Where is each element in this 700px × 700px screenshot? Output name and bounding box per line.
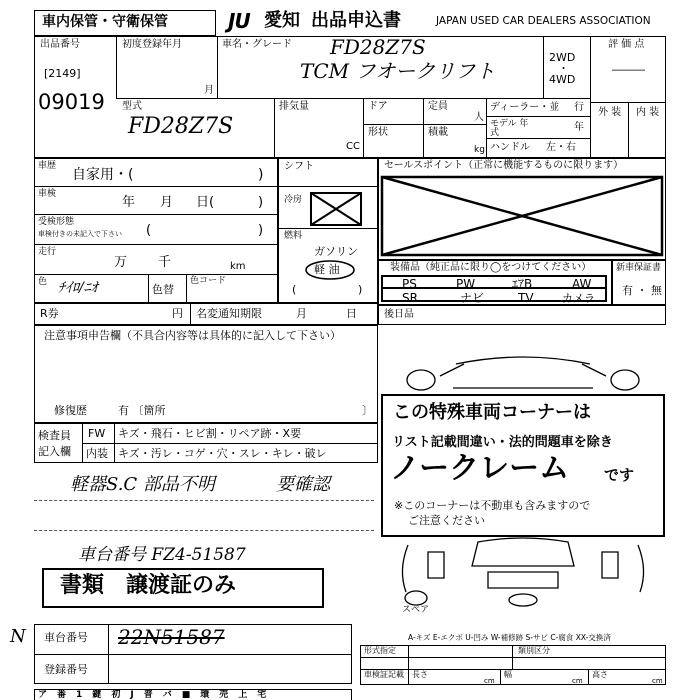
divider <box>543 36 544 98</box>
inspector-label-bottom: 記入欄 <box>38 445 71 458</box>
footer-item: ア <box>38 690 48 700</box>
footer-items <box>38 690 352 700</box>
use-label: 車歴 <box>38 161 57 171</box>
writing-line <box>34 530 374 531</box>
divider <box>82 443 378 444</box>
repair-close: 〕 <box>362 404 373 417</box>
length-label: 長さ <box>412 670 428 679</box>
ju-logo: JU <box>228 9 250 33</box>
drive-dot: ・ <box>558 62 569 75</box>
org-name: 愛知 <box>264 10 300 31</box>
footer-item: 普 <box>143 690 153 700</box>
model-code-label: 型式 <box>122 101 142 112</box>
width-label: 幅 <box>504 670 512 679</box>
equipment-airbag: ｴｱB <box>512 277 533 291</box>
inspection-month: 月 <box>160 195 174 210</box>
handwritten-note-2: 車台番号 FZ4-51587 <box>78 545 246 565</box>
warranty-options: 有 ・ 無 <box>622 284 662 297</box>
mileage-label: 走行 <box>38 247 57 257</box>
equipment-tv: TV <box>518 291 534 305</box>
divider <box>217 36 218 98</box>
inspection-label: 車検 <box>38 189 57 199</box>
notice-line-3: ノークレーム <box>390 451 570 486</box>
divider <box>628 102 629 158</box>
fuel-gasoline: ガソリン <box>314 245 358 258</box>
mileage-unit: km <box>230 261 246 272</box>
receipt-open: ( <box>146 223 152 238</box>
divider <box>588 669 589 685</box>
model-year-label: モデル 年式 <box>490 119 529 138</box>
divider <box>486 116 590 117</box>
footer-item: ■ <box>181 690 191 700</box>
divider <box>82 423 83 463</box>
capacity-label: 定員 <box>428 101 448 112</box>
divider <box>190 303 191 325</box>
length-cm: cm <box>484 677 495 685</box>
divider <box>34 214 278 215</box>
receipt-close: ) <box>258 223 264 238</box>
color-change-label: 色替 <box>152 283 174 296</box>
recycle-label: R券 <box>40 307 59 320</box>
divider <box>486 98 487 158</box>
height-label: 高さ <box>592 670 608 679</box>
divider <box>114 423 115 463</box>
damage-legend: A-キズ E-エクボ U-凹み W-補修跡 S-サビ C-腐食 XX-交換済 <box>408 633 611 642</box>
shape-label: 形状 <box>368 127 388 138</box>
divider <box>408 645 409 685</box>
sales-points-crossed-box <box>381 176 663 256</box>
recycle-yen: 円 <box>172 307 183 320</box>
divider <box>486 138 590 139</box>
footer-item: 宅 <box>257 690 267 700</box>
divider <box>363 124 486 125</box>
notes-label: 注意事項申告欄（不具合内容等は具体的に記入して下さい） <box>44 329 341 342</box>
first-reg-label: 初度登録年月 <box>122 39 182 50</box>
person-unit: 人 <box>474 112 484 123</box>
notice-line-1: この特殊車両コーナーは <box>393 402 591 423</box>
color-code-label: 色コード <box>190 276 227 286</box>
divider <box>34 244 278 245</box>
after-fit-block <box>378 305 666 325</box>
divider <box>186 274 187 303</box>
inspection-year: 年 <box>122 195 136 210</box>
inspector-interior-label: 内装 <box>86 447 108 460</box>
displacement-label: 排気量 <box>279 101 309 112</box>
footer-item: バ <box>162 690 172 700</box>
vehicle-model-handwritten: FD28Z7S <box>330 35 426 59</box>
equipment-navi: ナビ <box>460 291 485 305</box>
lot-number: 09019 <box>38 90 105 114</box>
association-name: JAPAN USED CAR DEALERS ASSOCIATION <box>436 15 651 27</box>
use-value: 自家用・( <box>72 167 134 183</box>
handwritten-note-1: 軽器S.C 部品不明 <box>70 474 215 495</box>
divider <box>278 228 378 229</box>
height-cm: cm <box>652 677 663 685</box>
form-title: 出品申込書 <box>311 10 401 31</box>
chassis-value: 22N51587 <box>118 625 225 649</box>
divider <box>34 654 352 655</box>
drive-2wd: 2WD <box>549 51 576 64</box>
load-label: 積載 <box>428 127 448 138</box>
reg-label: 登録番号 <box>44 663 88 676</box>
use-close: ) <box>258 167 264 183</box>
fuel-close: ) <box>358 283 363 296</box>
cooling-crossed-box <box>310 192 362 226</box>
notice-line-3-suffix: です <box>604 466 635 484</box>
fuel-open: ( <box>292 283 297 296</box>
warranty-label: 新車保証書 <box>616 263 662 273</box>
inspection-close: ) <box>258 195 264 210</box>
divider <box>500 669 501 685</box>
footer-item: 1 <box>76 690 83 700</box>
dimensions-table <box>360 645 666 685</box>
chassis-label: 車台番号 <box>44 631 88 644</box>
divider <box>116 98 590 99</box>
cooling-label: 冷房 <box>284 195 303 205</box>
grade-interior-label: 内 装 <box>636 107 660 118</box>
tax-month: 月 <box>296 307 307 320</box>
fuel-light-oil: 軽 油 <box>314 263 340 276</box>
footer-item: 鍵 <box>92 690 102 700</box>
repair-label: 修復歴 <box>54 404 87 417</box>
divider <box>360 657 666 658</box>
vehicle-name-handwritten: TCM フオークリフト <box>300 59 496 83</box>
receipt-note: 車検付きの未記入で下さい <box>38 230 122 238</box>
divider <box>108 624 109 684</box>
after-fit-label: 後日品 <box>384 309 414 320</box>
handle-options: 左・右 <box>546 142 576 153</box>
documents-label: 書類 譲渡証のみ <box>60 573 237 598</box>
divider <box>34 274 278 275</box>
lot-label: 出品番号 <box>40 39 80 50</box>
divider <box>274 98 275 158</box>
footer-item: 番 <box>57 690 67 700</box>
lot-code: [2149] <box>44 67 81 80</box>
inspector-label-top: 検査員 <box>38 429 71 442</box>
handle-label: ハンドル <box>490 142 530 153</box>
equipment-sr: SR <box>402 291 418 305</box>
class-label: 類別区分 <box>518 646 550 655</box>
tax-notice-label: 名変通知期限 <box>196 307 262 320</box>
footer-item: 上 <box>238 690 248 700</box>
fuel-label: 燃料 <box>284 231 303 241</box>
door-label: ドア <box>368 101 388 112</box>
equipment-ps: PS <box>402 277 417 291</box>
divider <box>423 98 424 158</box>
repair-value: 有 〔箇所 <box>118 404 166 417</box>
cc-unit: CC <box>346 141 360 152</box>
footer-item: J <box>130 690 134 700</box>
sales-points-label: セールスポイント（正常に機能するものに限ります） <box>384 160 624 171</box>
dealer-unit: 行 <box>574 102 584 113</box>
first-reg-month-unit: 月 <box>204 85 214 96</box>
inspector-interior-items: キズ・汚レ・コゲ・穴・スレ・キレ・破レ <box>118 447 327 460</box>
grade-value: ――― <box>612 63 645 76</box>
legal-label: 形式指定 <box>364 646 396 655</box>
shaken-label: 車検証記載 <box>364 670 404 679</box>
fw-items: キズ・飛石・ヒビ割・リペア跡・X要 <box>118 427 302 440</box>
shift-label: シフト <box>284 161 314 172</box>
footer-item: 初 <box>111 690 121 700</box>
equipment-pw: PW <box>456 277 476 291</box>
drive-4wd: 4WD <box>549 73 576 86</box>
equipment-label: 装備品（純正品に限り◯をつけてください） <box>390 262 592 273</box>
spare-label: スペア <box>402 605 430 615</box>
fuel-circle <box>305 260 355 280</box>
tax-day: 日 <box>346 307 357 320</box>
divider <box>116 36 117 98</box>
divider <box>363 98 364 158</box>
divider <box>512 645 513 669</box>
footer-item: 環 <box>200 690 210 700</box>
handwritten-note-1b: 要確認 <box>276 474 330 495</box>
dealer-label: ディーラー・並 <box>490 102 560 113</box>
grade-exterior-label: 外 装 <box>598 107 622 118</box>
divider <box>34 186 278 187</box>
storage-label: 車内保管・守衛保管 <box>42 14 168 30</box>
divider <box>278 186 378 187</box>
divider <box>590 36 591 158</box>
model-code-value: FD28Z7S <box>128 114 234 139</box>
inspection-day: 日( <box>196 195 215 210</box>
kg-unit: kg <box>474 145 485 155</box>
equipment-aw: AW <box>572 277 592 291</box>
width-cm: cm <box>572 677 583 685</box>
grade-label: 評 価 点 <box>608 39 645 50</box>
vehicle-name-label: 車名・グレード <box>222 39 292 50</box>
divider <box>148 274 149 303</box>
notice-note-2: ご注意ください <box>408 514 485 527</box>
mileage-sen: 千 <box>158 255 172 270</box>
mileage-man: 万 <box>114 255 128 270</box>
notice-line-2: リスト記載間違い・法的問題車を除き <box>392 435 613 450</box>
color-label: 色 <box>38 277 48 287</box>
footer-item: 売 <box>219 690 229 700</box>
divider <box>360 669 666 670</box>
notice-note-1: ※このコーナーは不動車も含みますので <box>394 499 591 512</box>
color-value: ﾁｲﾛ/ﾆｵ <box>58 280 98 296</box>
model-year-unit: 年 <box>574 122 584 133</box>
receipt-label: 受検形態 <box>38 217 75 227</box>
writing-line <box>34 500 374 501</box>
equipment-camera: カメラ <box>562 292 595 305</box>
fw-label: FW <box>88 427 106 440</box>
frame-mark: N <box>10 626 26 647</box>
